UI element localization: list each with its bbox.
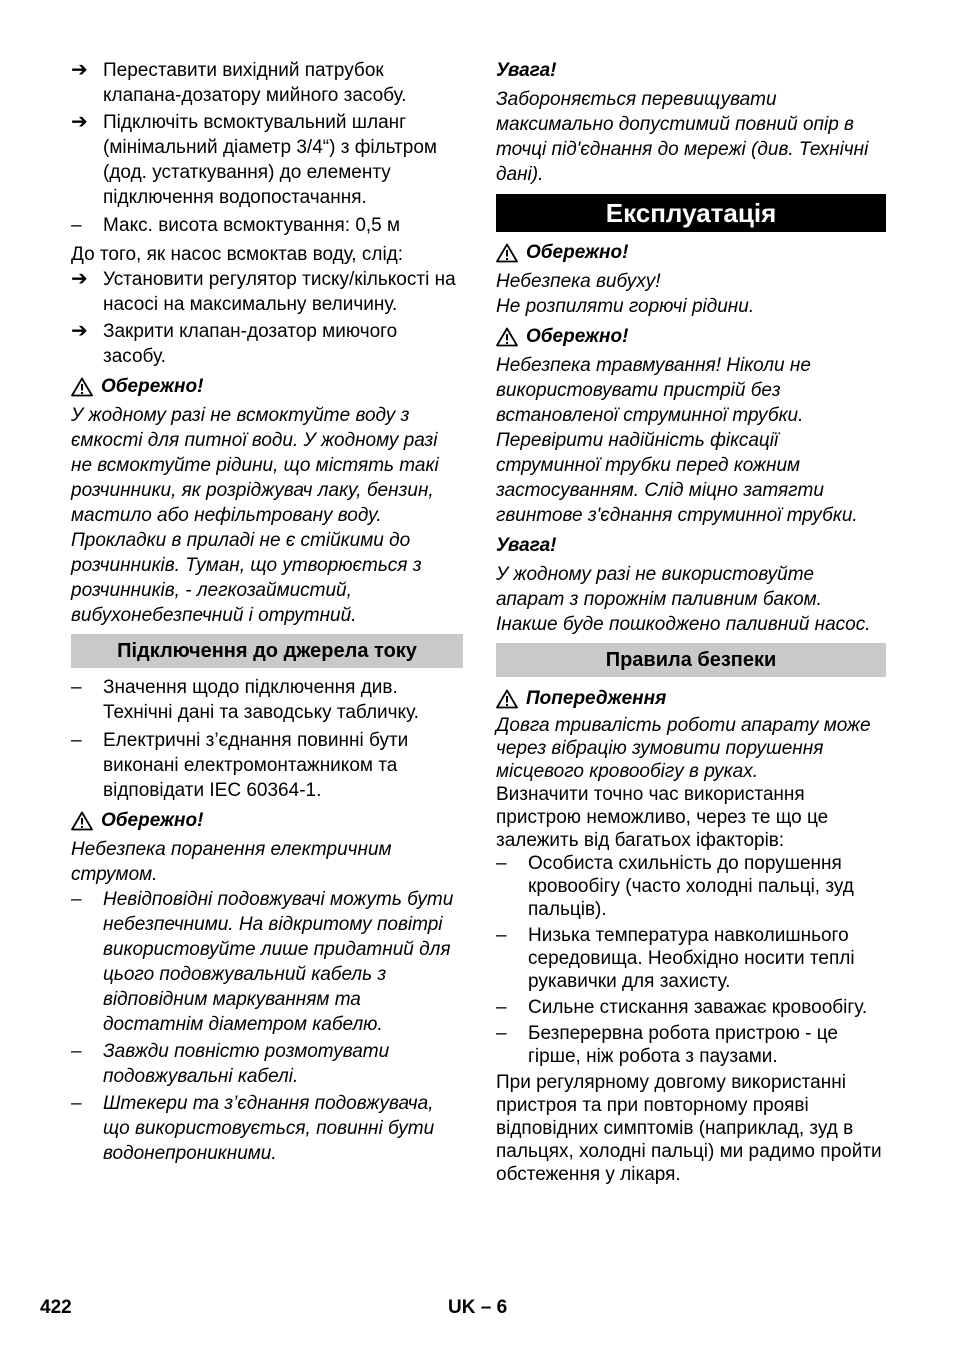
warning-heading xyxy=(496,240,886,265)
arrow-item-text: Закрити клапан-дозатор миючого засобу. xyxy=(103,321,398,367)
dash-item-text: Невідповідні подовжувачі можуть бути небезпечними. На відкритому повітрі використовуйте лише придатний для цього подовжувальний кабель з відповідним маркуванням та достатнім діаметром кабелю. xyxy=(103,889,454,1035)
arrow-item-text: Підключіть всмоктувальний шланг (мінімальний діаметр 3/4“) з фільтром (дод. устаткування) до елементу підключення водопостачання. xyxy=(103,112,437,208)
dash-item xyxy=(71,213,463,238)
dash-item xyxy=(71,675,463,725)
dash-marker: – xyxy=(71,1041,82,1062)
arrow-item xyxy=(71,267,463,317)
warning-triangle-icon xyxy=(71,811,93,831)
section-heading: Підключення до джерела току xyxy=(71,634,463,668)
dash-marker: – xyxy=(71,730,82,751)
dash-item xyxy=(496,852,886,921)
warning-title: Попередження xyxy=(526,688,667,709)
dash-item xyxy=(496,924,886,993)
warning-text: Довга тривалість роботи апарату може через вібрацію зумовити порушення місцевого кровообігу в руках. xyxy=(496,715,871,782)
dash-item-text: Макс. висота всмоктування: 0,5 м xyxy=(103,215,401,236)
warning-title: Обережно! xyxy=(526,242,629,263)
dash-marker: – xyxy=(71,1093,82,1114)
dash-item-text: Значення щодо підключення див. Технічні дані та заводську табличку. xyxy=(103,677,419,723)
dash-item xyxy=(71,728,463,803)
notice-title: Увага! xyxy=(496,535,557,556)
dash-marker: – xyxy=(71,215,82,236)
left-column xyxy=(71,58,463,1166)
dash-item xyxy=(496,1022,886,1068)
right-column xyxy=(496,58,886,1186)
dash-item-text: Особиста схильність до порушення кровообігу (часто холодні пальці, зуд пальців). xyxy=(528,853,854,920)
dash-marker: – xyxy=(71,889,82,910)
warning-text: Небезпека вибуху! xyxy=(496,271,661,292)
dash-item-text: Безперервна робота пристрою - це гірше, ніж робота з паузами. xyxy=(528,1023,838,1067)
dash-marker: – xyxy=(496,1023,507,1044)
warning-triangle-icon xyxy=(496,327,518,347)
arrow-right-icon: ➔ xyxy=(71,268,88,290)
warning-triangle-icon xyxy=(496,243,518,263)
chapter-heading: Експлуатація xyxy=(496,194,886,232)
dash-marker: – xyxy=(496,997,507,1018)
arrow-right-icon: ➔ xyxy=(71,111,88,133)
paragraph: До того, як насос всмоктав воду, слід: xyxy=(71,244,404,265)
paragraph: Визначити точно час використання пристрою неможливо, через те що це залежить від багатьох іфакторів: xyxy=(496,784,829,851)
dash-item-text: Низька температура навколишнього середовища. Необхідно носити теплі рукавички для захисту. xyxy=(528,925,855,992)
warning-heading xyxy=(71,374,463,399)
dash-item-text: Сильне стискання заважає кровообігу. xyxy=(528,997,868,1018)
dash-item xyxy=(71,1091,463,1166)
warning-heading xyxy=(71,808,463,833)
notice-text: Забороняється перевищувати максимально допустимий повний опір в точці під'єднання до мережі (див. Технічні дані). xyxy=(496,89,869,185)
warning-text: Не розпиляти горючі рідини. xyxy=(496,296,755,317)
dash-item xyxy=(71,887,463,1037)
section-heading: Правила безпеки xyxy=(496,643,886,677)
dash-item xyxy=(71,1039,463,1089)
dash-item-text: Штекери та з’єднання подовжувача, що використовується, повинні бути водонепроникними. xyxy=(103,1093,435,1164)
dash-marker: – xyxy=(496,925,507,946)
warning-title: Обережно! xyxy=(101,376,204,397)
warning-heading xyxy=(496,324,886,349)
warning-text: У жодному разі не всмоктуйте воду з ємкості для питної води. У жодному разі не всмоктуйте рідини, що містять такі розчинники, як розріджувач лаку, бензин, мастило або нефільтровану воду. Прокладки в приладі не є стійкими до розчинників. Туман, що утворюється з розчинників, - легкозаймистий, вибухонебезпечний і отрутний. xyxy=(71,405,439,626)
dash-item-text: Електричні з’єднання повинні бути виконані електромонтажником та відповідати IEC 60364-1. xyxy=(103,730,409,801)
arrow-item xyxy=(71,110,463,210)
arrow-item xyxy=(71,58,463,108)
dash-marker: – xyxy=(71,677,82,698)
dash-item xyxy=(496,996,886,1019)
arrow-item xyxy=(71,319,463,369)
notice-text: У жодному разі не використовуйте апарат з порожнім паливним баком. Інакше буде пошкоджено паливний насос. xyxy=(496,564,871,635)
section-label: UK – 6 xyxy=(448,1297,508,1318)
dash-item-text: Завжди повністю розмотувати подовжувальні кабелі. xyxy=(103,1041,390,1087)
warning-title: Обережно! xyxy=(101,810,204,831)
notice-title: Увага! xyxy=(496,60,557,81)
dash-marker: – xyxy=(496,853,507,874)
warning-text: Небезпека травмування! Ніколи не використовувати пристрій без встановленої струминної трубки. Перевірити надійність фіксації струминної трубки перед кожним застосуванням. Слід міцно затягти гвинтове з'єднання струминної трубки. xyxy=(496,355,858,526)
warning-triangle-icon xyxy=(71,377,93,397)
warning-title: Обережно! xyxy=(526,326,629,347)
paragraph: При регулярному довгому використанні пристроя та при повторному прояві відповідних симптомів (наприклад, зуд в пальцях, холодні пальці) ми радимо пройти обстеження у лікаря. xyxy=(496,1072,882,1185)
arrow-item-text: Переставити вихідний патрубок клапана-дозатору мийного засобу. xyxy=(103,60,407,106)
arrow-item-text: Установити регулятор тиску/кількості на насосі на максимальну величину. xyxy=(103,269,456,315)
page-number: 422 xyxy=(40,1297,72,1318)
arrow-right-icon: ➔ xyxy=(71,320,88,342)
warning-heading xyxy=(496,686,886,711)
warning-text: Небезпека поранення електричним струмом. xyxy=(71,839,392,885)
warning-triangle-icon xyxy=(496,689,518,709)
arrow-right-icon: ➔ xyxy=(71,59,88,81)
